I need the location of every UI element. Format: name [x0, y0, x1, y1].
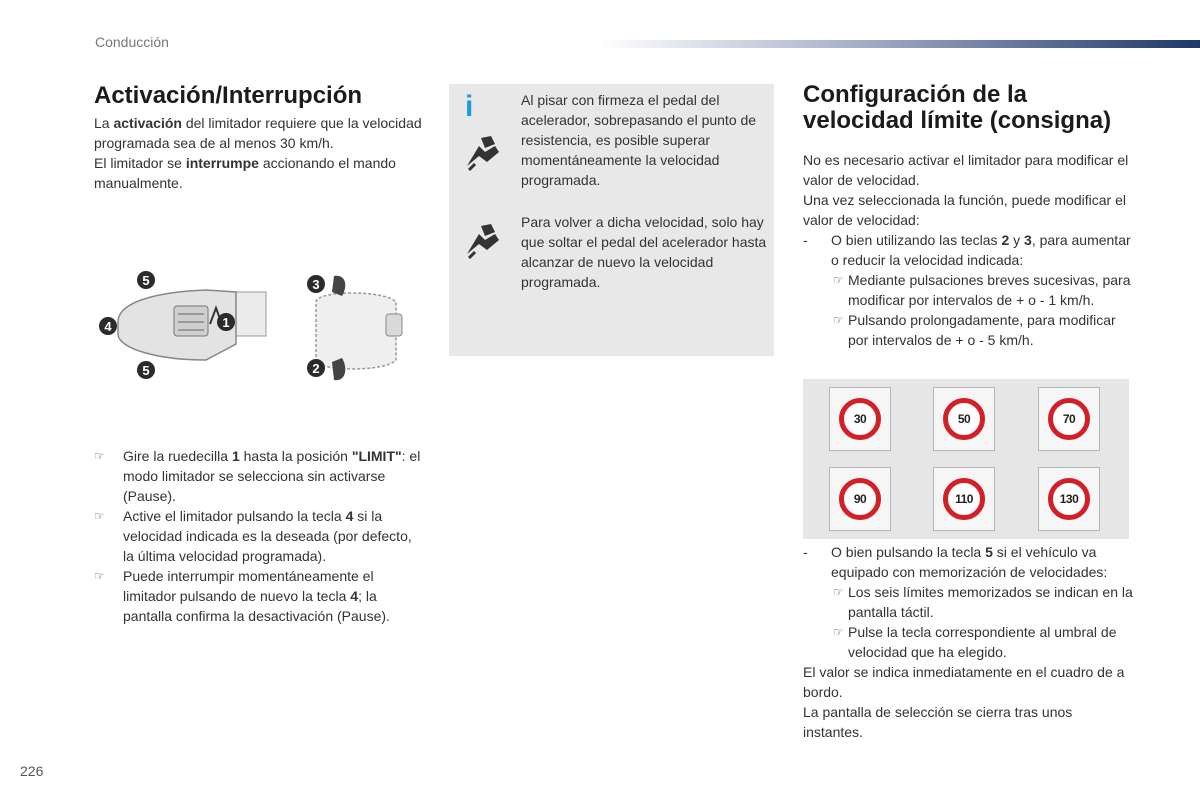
text-run: y	[1009, 232, 1025, 248]
text-run: del limitador requiere que la velocidad programada sea de al menos 30 km/h.	[94, 115, 422, 151]
title-line-1: Configuración de la	[803, 81, 1028, 108]
info-paragraph-2: Para volver a dicha velocidad, solo hay que soltar el pedal del acelerador hasta alcanzar de nuevo la velocidad programada.	[521, 214, 767, 290]
speed-sign-icon: 30	[839, 398, 881, 440]
info-box	[449, 84, 774, 356]
pedal-outline	[316, 293, 396, 369]
bold-run: 1	[231, 448, 240, 464]
control-stalk-illustration	[96, 264, 416, 388]
callout-2: 2	[312, 361, 320, 376]
callout-4: 4	[104, 319, 112, 334]
intro-paragraph-1	[94, 113, 424, 153]
paragraph: No es necesario activar el limitador para modificar el valor de velocidad.	[803, 152, 1129, 188]
intro-paragraph-2	[94, 153, 424, 193]
info-paragraph-1: Al pisar con firmeza el pedal del acelerador, sobrepasando el punto de resistencia, es posible superar momentáneamente la velocidad programada.	[521, 92, 757, 188]
dash-marker: -	[803, 232, 808, 248]
callout-5-bottom: 5	[142, 363, 150, 378]
text-run: Los seis límites memorizados se indican en la pantalla táctil.	[848, 584, 1133, 620]
header-gradient-bar	[600, 40, 1200, 48]
bold-run: 3	[1024, 232, 1032, 248]
pointing-hand-icon: ☞	[833, 625, 844, 639]
paragraph: El valor se indica inmediatamente en el cuadro de a bordo.	[803, 664, 1125, 700]
speed-sign-icon: 50	[943, 398, 985, 440]
list-item	[803, 230, 1133, 270]
configuration-body	[803, 150, 1133, 350]
callout-3: 3	[312, 277, 320, 292]
bold-run: 4	[350, 588, 359, 604]
text-run: si el vehículo va equipado con memorización de velocidades:	[831, 544, 1108, 580]
speed-memory-screen	[803, 379, 1129, 539]
text-run: ; la pantalla confirma la desactivación (Pause).	[123, 588, 390, 624]
activation-intro	[94, 113, 424, 193]
text-run: Active el limitador pulsando la tecla	[123, 508, 346, 524]
activation-steps	[94, 446, 424, 626]
text-run: Gire la ruedecilla	[123, 448, 232, 464]
text-run: Mediante pulsaciones breves sucesivas, para modificar por intervalos de + o - 1 km/h.	[848, 272, 1131, 308]
bold-run: interrumpe	[185, 155, 259, 171]
sub-list-item	[803, 270, 1133, 310]
speed-sign-icon: 110	[943, 478, 985, 520]
right-column	[803, 82, 1133, 350]
bold-run: 4	[345, 508, 354, 524]
speed-button-50[interactable]	[933, 387, 995, 451]
list-item	[94, 566, 424, 626]
dash-marker: -	[803, 544, 808, 560]
speed-sign-icon: 90	[839, 478, 881, 520]
speed-button-110[interactable]	[933, 467, 995, 531]
callout-1: 1	[222, 315, 230, 330]
sub-list-item	[803, 582, 1133, 622]
text-run: : el modo limitador se selecciona sin activarse (Pause).	[123, 448, 421, 504]
pointing-hand-icon: ☞	[94, 569, 105, 583]
paragraph: Una vez seleccionada la función, puede modificar el valor de velocidad:	[803, 192, 1126, 228]
list-item	[803, 542, 1133, 582]
activation-title: Activación/Interrupción	[94, 82, 363, 109]
text-run: Puede interrumpir momentáneamente el limitador pulsando de nuevo la tecla	[123, 568, 374, 604]
text-run: , para aumentar o reducir la velocidad indicada:	[831, 232, 1131, 268]
stalk-shaft	[236, 292, 266, 336]
text-run: O bien utilizando las teclas	[831, 232, 1002, 248]
accelerator-pedal-icon	[461, 222, 505, 262]
page-number: 226	[20, 763, 44, 779]
arrow-up-icon	[332, 358, 345, 380]
title-line-2: velocidad límite (consigna)	[803, 107, 1112, 134]
memory-instructions	[803, 542, 1133, 742]
speed-sign-icon: 70	[1048, 398, 1090, 440]
section-label: Conducción	[95, 34, 169, 50]
text-run: si la velocidad indicada es la deseada (por defecto, la última velocidad programada).	[123, 508, 412, 564]
pointing-hand-icon: ☞	[94, 449, 105, 463]
text-run: La	[94, 115, 114, 131]
stalk-svg	[96, 264, 416, 388]
speed-button-90[interactable]	[829, 467, 891, 531]
sub-list-item	[803, 310, 1133, 350]
pointing-hand-icon: ☞	[833, 585, 844, 599]
bold-run: 2	[1001, 232, 1010, 248]
speed-button-30[interactable]	[829, 387, 891, 451]
bold-run: activación	[113, 115, 182, 131]
configuration-title	[803, 82, 1133, 134]
speed-button-70[interactable]	[1038, 387, 1100, 451]
text-run: O bien pulsando la tecla	[831, 544, 986, 560]
text-run: Pulse la tecla correspondiente al umbral de velocidad que ha elegido.	[848, 624, 1117, 660]
accelerator-pedal-icon	[461, 134, 505, 174]
text-run: accionando el mando manualmente.	[94, 155, 396, 191]
pointing-hand-icon: ☞	[94, 509, 105, 523]
bold-run: "LIMIT"	[351, 448, 402, 464]
info-icon: i	[465, 90, 474, 123]
pedal-button	[386, 314, 402, 336]
bold-run: 5	[985, 544, 993, 560]
text-run: Pulsando prolongadamente, para modificar por intervalos de + o - 5 km/h.	[848, 312, 1116, 348]
speed-button-130[interactable]	[1038, 467, 1100, 531]
paragraph: La pantalla de selección se cierra tras unos instantes.	[803, 704, 1073, 740]
arrow-down-icon	[332, 276, 345, 296]
list-item	[94, 446, 424, 506]
pointing-hand-icon: ☞	[833, 313, 844, 327]
text-run: hasta la posición	[239, 448, 352, 464]
speed-sign-icon: 130	[1048, 478, 1090, 520]
stalk-buttons	[174, 306, 208, 336]
list-item	[94, 506, 424, 566]
callout-5-top: 5	[142, 273, 150, 288]
left-column	[94, 82, 424, 193]
text-run: El limitador se	[94, 155, 186, 171]
sub-list-item	[803, 622, 1133, 662]
pointing-hand-icon: ☞	[833, 273, 844, 287]
